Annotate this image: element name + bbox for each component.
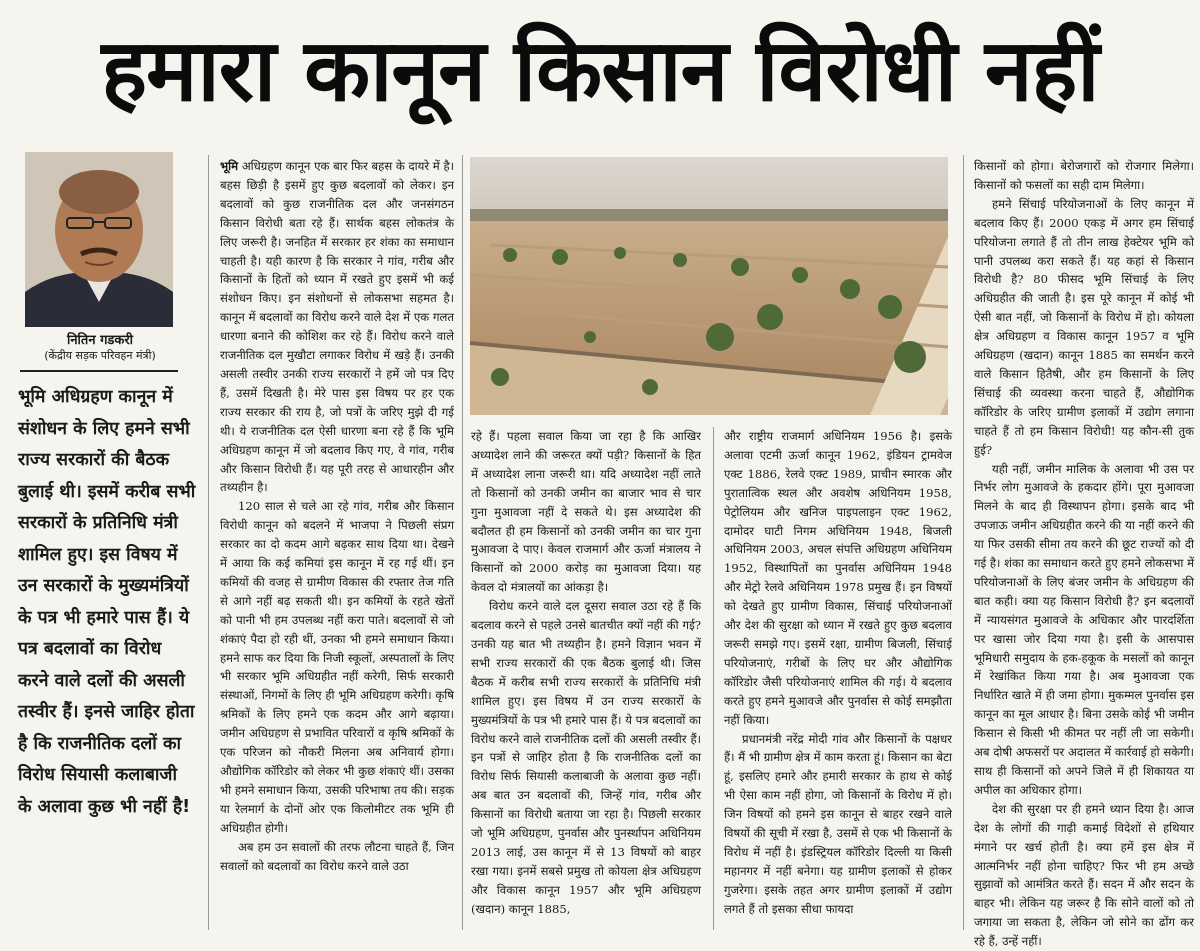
paragraph: अधिग्रहण कानून एक बार फिर बहस के दायरे में है। बहस छिड़ी है इसमें हुए कुछ बदलावों को लेकर। इन बदलावों को कुछ राजनीतिक दल और जनसंगठन किसान विरोधी बता रहे हैं। सार्थक बहस लोकतंत्र के लिए जरूरी है। जनहित में सरकार हर शंका का समाधान चाहती है। यही कारण है कि सरकार ने गांव, गरीब और किसानों के हितों को ध्यान में रखते हुए इसमें भी कई संशोधन किए। इन संशोधनों से लोकसभा सहमत है। कानून में बदलावों का विरोध करने वाले देश में एक गलत धारणा बनाने की कोशिश कर रहे हैं। विरोध करने वाले राजनीतिक दल मुखौटा लगाकर विरोध में खड़े हैं। उनकी असली तस्वीर उनकी राज्य सरकारों ने हमें जो पत्र दिए हैं, उसमें दिखती है। मेरे पास इस विषय पर हर एक राज्य सरकार की राय है, जो पत्रों के जरिए मुझे दी गई थी। ये राजनीतिक दल ऐसी धारणा बना रहे हैं कि भूमि अधिग्रहण कानून में जो बदलाव किए गए, वे गांव, गरीब और किसान विरोधी हैं। यह पूरी तरह से आधारहीन और तथ्यहीन है। — [220, 159, 454, 495]
author-photo — [25, 152, 173, 327]
headline: हमारा कानून किसान विरोधी नहीं — [101, 20, 1099, 121]
column-rule — [963, 155, 964, 930]
divider — [20, 370, 178, 372]
paragraph: देश की सुरक्षा पर ही हमने ध्यान दिया है। आज देश के लोगों की गाढ़ी कमाई विदेशों से हथियार मंगाने पर खर्च होती है। क्या हमें इस क्षेत्र में आत्मनिर्भर नहीं होना चाहिए? फिर भी हम अच्छे सुझावों को आमंत्रित करते हैं। सदन में और सदन के बाहर भी। लेकिन यह जरूर है कि सोने वालों को तो जगाया जा सकता है, लेकिन जो सोने का ढोंग कर रहे हैं, उन्हें नहीं। — [974, 801, 1194, 949]
paragraph: किसानों को होगा। बेरोजगारों को रोजगार मिलेगा। किसानों को फसलों का सही दाम मिलेगा। — [974, 159, 1194, 192]
column-rule — [713, 427, 714, 930]
article-column-2 — [471, 427, 701, 929]
paragraph: अब हम उन सवालों की तरफ लौटना चाहते हैं, जिन सवालों को बदलावों का विरोध करने वाले उठा — [220, 839, 454, 873]
author-name: नितिन गडकरी — [66, 333, 134, 348]
paragraph: यही नहीं, जमीन मालिक के अलावा भी उस पर निर्भर लोग मुआवजे के हकदार होंगे। पूरा मुआवजा मिलने के बाद ही विस्थापन होगा। इसके बाद भी उपजाऊ जमीन अधिग्रहीत करने की या नहीं करने की या फिर उसकी सीमा तय करने की छूट राज्यों को दी गई है। शंका का समाधान करते हुए हमने लोकसभा में परियोजनाओं के लिए बंजर जमीन के अधिग्रहण की बात कही। क्या यह किसान विरोधी है? इन बदलावों में न्यायसंगत मुआवजे के अधिकार और पारदर्शिता पर खासा जोर दिया गया है। इसी के आसपास भूमिधारी समुदाय के हक-हकूक के मसलों को कानून में रेखांकित किया गया है। अब मुआवजा एक निर्धारित खाते में ही जमा होगा। मुकम्मल पुनर्वास इस कानून का मूल आधार है। बिना उसके कोई भी जमीन किसान से किसी भी कीमत पर नहीं ली जा सकेगी। अब दोषी अफसरों पर अदालत में कार्रवाई हो सकेगी। साथ ही किसानों को अपने जिले में ही शिकायत या अपील का अधिकार होगा। — [974, 461, 1195, 797]
article-column-1 — [220, 157, 454, 929]
lead-word: भूमि — [220, 159, 239, 173]
paragraph: हमने सिंचाई परियोजनाओं के लिए कानून में बदलाव किए हैं। 2000 एकड़ में अगर हम सिंचाई परियोजना लगाते हैं तो तीन लाख हेक्टेयर भूमि को पानी उपलब्ध करा सकते हैं। यह कहां से किसान विरोधी है? 80 फीसद भूमि सिंचाई के लिए अधिग्रहीत की जाती है। इस पूरे कानून में कोई भी ऐसी बात नहीं, जो किसानों के विरोध में हो। कोयला क्षेत्र अधिग्रहण व विकास कानून 1957 व भूमि अधिग्रहण (खदान) कानून 1885 का समर्थन करने वाले किसान हितैषी, और हम किसानों के लिए सिंचाई की व्यवस्था करना चाहते हैं, औद्योगिक कॉरिडोर के जरिए ग्रामीण इलाकों में उद्योग लगाना चाहते हैं तो हम किसान विरोधी! यह कौन-सी तुक हुई? — [974, 196, 1194, 457]
column-rule — [462, 155, 463, 930]
paragraph: और राष्ट्रीय राजमार्ग अधिनियम 1956 है। इसके अलावा एटमी ऊर्जा कानून 1962, इंडियन ट्रामवेज एक्ट 1886, रेलवे एक्ट 1989, प्राचीन स्मारक और पुरातात्विक स्थल और अवशेष अधिनियम 1958, पेट्रोलियम और खनिज पाइपलाइन एक्ट 1962, दामोदर घाटी निगम अधिनियम 1948, बिजली अधिनियम 2003, अचल संपत्ति अधिग्रहण अधिनियम 1952, विस्थापितों का पुनर्वास अधिनियम 1948 और मेट्रो रेलवे अधिनियम 1978 प्रमुख हैं। इन विषयों को देखते हुए ग्रामीण विकास, सिंचाई परियोजनाओं और देश की सुरक्षा को ध्यान में रखते हुए कुछ बदलाव जरूरी समझे गए। इसमें रक्षा, ग्रामीण बिजली, सिंचाई परियोजनाएं, गरीबों के लिए घर और औद्योगिक कॉरिडोर जैसी परियोजनाएं शामिल की गई। ये बदलाव करते हुए हमने मुआवजे और पुनर्वास से कोई समझौता नहीं किया। — [724, 429, 952, 727]
article-column-3 — [724, 427, 952, 929]
paragraph: 120 साल से चले आ रहे गांव, गरीब और किसान विरोधी कानून को बदलने में भाजपा ने पिछली संप्रग सरकार का दो कदम आगे बढ़कर साथ दिया था। देखने में आया कि कई कमियां इस कानून में रह गई थीं। इन कमियों की वजह से ग्रामीण विकास की रफ्तार तेज गति से आगे नहीं बढ़ सकती थी। इन कमियों के रहते खेतों को पानी भी हम उपलब्ध नहीं करा पाते। बदलावों से जो शंकाएं पैदा हो रही थीं, उनका भी हमने समाधान किया। हमने साफ कर दिया कि निजी स्कूलों, अस्पतालों के लिए भी सरकार भूमि अधिग्रहीत नहीं करेगी, सिर्फ सरकारी संस्थाओं, निगमों के लिए ही भूमि अधिग्रहण करेगी। कृषि श्रमिकों के लिए हमने एक कदम और आगे बढ़ाया। जमीन अधिग्रहण से प्रभावित परिवारों व कृषि श्रमिकों के एक परिजन को नौकरी मिलना अब अनिवार्य होगा। औद्योगिक कॉरिडोर को लेकर भी कुछ शंकाएं थीं। उसका भी हमने समाधान किया, उसकी परिभाषा तय की। सड़क या रेलमार्ग के दोनों ओर एक किलोमीटर तक भूमि ही अधिग्रहीत होगी। — [220, 499, 454, 835]
author-role: (केंद्रीय सड़क परिवहन मंत्री) — [44, 349, 156, 362]
column-rule — [208, 155, 209, 930]
paragraph: रहे हैं। पहला सवाल किया जा रहा है कि आखिर अध्यादेश लाने की जरूरत क्यों पड़ी? किसानों के हित में अध्यादेश लाना जरूरी था। यदि अध्यादेश नहीं लाते तो किसानों को उनकी जमीन का बाजार भाव से चार गुना मुआवजा नहीं दे सकते थे। इस अध्यादेश की बदौलत ही हम किसानों को उनकी जमीन का चार गुना मुआवजा दे पाए। केवल राजमार्ग और ऊर्जा मंत्रालय ने किसानों को 2000 करोड़ का मुआवजा दिया। यह केवल दो मंत्रालयों का आंकड़ा है। — [471, 429, 701, 595]
pull-quote: भूमि अधिग्रहण कानून में संशोधन के लिए हमने सभी राज्य सरकारों की बैठक बुलाई थी। इसमें करीब सभी सरकारों के प्रतिनिधि मंत्री शामिल हुए। इस विषय में उन सरकारों के मुख्यमंत्रियों के पत्र भी हमारे पास हैं। ये पत्र बदलावों का विरोध करने वाले दलों की असली तस्वीर हैं। इनसे जाहिर होता है कि राजनीतिक दलों का विरोध सियासी कलाबाजी के अलावा कुछ भी नहीं है! — [18, 387, 196, 817]
land-photo — [470, 157, 948, 415]
paragraph: विरोध करने वाले दल दूसरा सवाल उठा रहे हैं कि बदलाव करने से पहले उनसे बातचीत क्यों नहीं की गई? उनकी यह बात भी तथ्यहीन है। हमने विज्ञान भवन में सभी राज्य सरकारों की एक बैठक बुलाई थी। जिस बैठक में करीब सभी राज्य सरकारों के प्रतिनिधि मंत्री शामिल हुए। इस विषय में उन राज्य सरकारों के मुख्यमंत्रियों के पत्र भी हमारे पास हैं। ये पत्र बदलावों का विरोध करने वाले राजनीतिक दलों की असली तस्वीर हैं। इन पत्रों से जाहिर होता है कि राजनीतिक दलों का विरोध सिर्फ सियासी कलाबाजी के अलावा कुछ नहीं। अब बात उन बदलावों की, जिन्हें गांव, गरीब और किसानों का विरोधी बताया जा रहा है। पिछली सरकार जो भूमि अधिग्रहण, पुनर्वास और पुनर्स्थापन अधिनियम 2013 लाई, उस कानून में से 13 विषयों को बाहर रखा गया। इनमें सबसे प्रमुख तो कोयला क्षेत्र अधिग्रहण और विकास कानून 1957 और भूमि अधिग्रहण (खदान) कानून 1885, — [471, 599, 701, 916]
article-column-4 — [974, 157, 1195, 949]
paragraph: प्रधानमंत्री नरेंद्र मोदी गांव और किसानों के पक्षधर हैं। मैं भी ग्रामीण क्षेत्र में काम करता हूं। किसान का बेटा हूं, इसलिए हमारे और हमारी सरकार के हाथ से कोई भी ऐसा काम नहीं होगा, जो किसानों के विरोध में हो। जिन विषयों को हमने इस कानून से बाहर रखने वाले विषयों की सूची में रखा है, उसमें से एक भी किसानों के विरोध में नहीं है। इंडस्ट्रियल कॉरिडोर दिल्ली या किसी महानगर में नहीं बनेगा। यह ग्रामीण इलाकों से होकर गुजरेगा। इसके तहत अगर ग्रामीण इलाकों में उद्योग लगते हैं तो इसका सीधा फायदा — [724, 731, 952, 916]
